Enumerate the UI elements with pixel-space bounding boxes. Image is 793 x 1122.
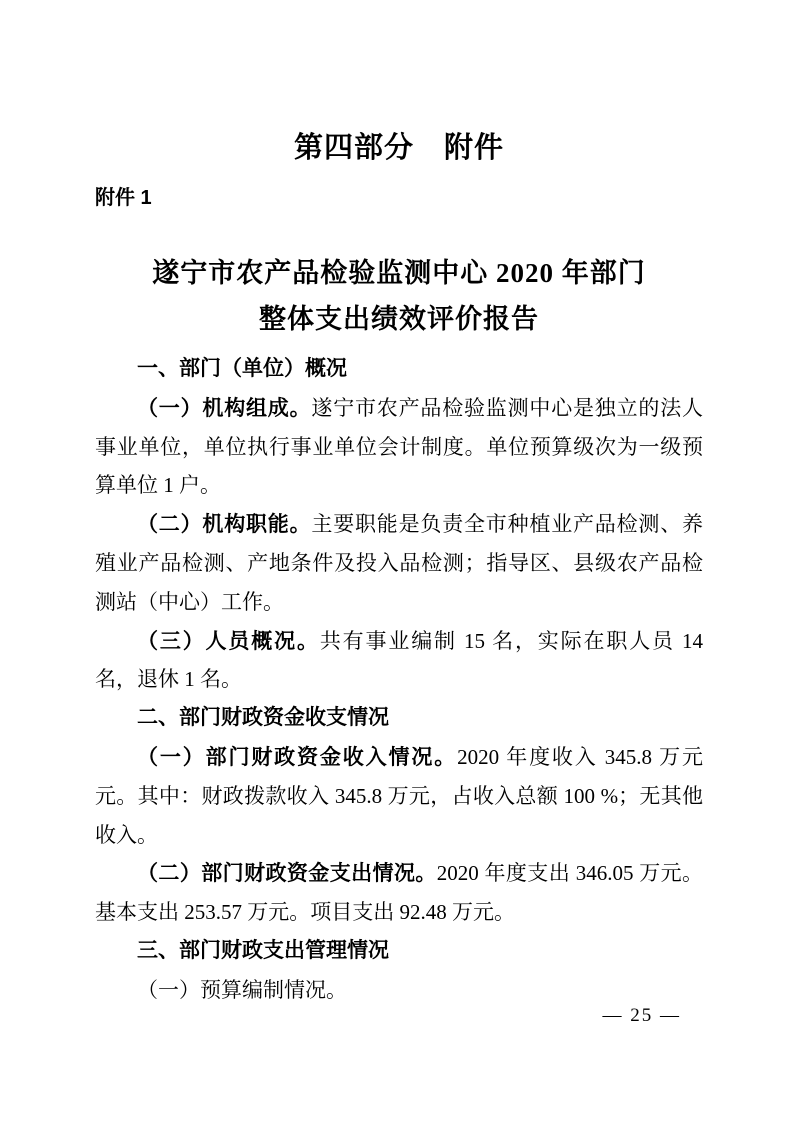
paragraph-text: 共有事业编制 15 名，实际在职人员 14 名，退休 1 名。 (95, 628, 704, 692)
paragraph-lead: （二）部门财政资金支出情况。 (137, 861, 437, 886)
part-heading: 第四部分 附件 (293, 132, 504, 164)
paragraph-text: 主要职能是负责全市种植业产品检测、养殖业产品检测、产地条件及投入品检测；指导区、县级农产品检测站（中心）工作。 (95, 512, 704, 614)
paragraph-text: （一）预算编制情况。 (137, 977, 347, 1002)
paragraph-lead: （一）部门财政资金收入情况。 (137, 744, 458, 769)
section-heading-3: 三、部门财政支出管理情况 (137, 938, 389, 962)
paragraph-personnel (95, 622, 703, 700)
paragraph-text: 2020 年度收入 345.8 万元元。其中：财政拨款收入 345.8 万元，占收入总额 100 %；无其他收入。 (95, 744, 704, 847)
section-heading-2: 二、部门财政资金收支情况 (137, 706, 389, 730)
paragraph-lead: （三）人员概况。 (137, 628, 320, 653)
paragraph-org-composition (95, 389, 703, 505)
report-body (95, 350, 703, 1010)
paragraph-expenditure (95, 854, 703, 932)
paragraph-text: 2020 年度支出 346.05 万元。基本支出 253.57 万元。项目支出 92.48 万元。 (95, 861, 704, 925)
report-title-line2: 整体支出绩效评价报告 (259, 304, 539, 334)
paragraph-text: 遂宁市农产品检验监测中心是独立的法人事业单位，单位执行事业单位会计制度。单位预算级次为一级预算单位 1 户。 (95, 395, 704, 498)
page-number: — 25 — (602, 1005, 681, 1026)
section-heading-1: 一、部门（单位）概况 (137, 357, 347, 380)
paragraph-lead: （二）机构职能。 (137, 512, 312, 537)
document-content (95, 0, 703, 1010)
report-title (95, 250, 703, 342)
paragraph-revenue (95, 738, 703, 854)
attachment-label: 附件 1 (95, 187, 152, 209)
paragraph-org-functions (95, 505, 703, 621)
paragraph-lead: （一）机构组成。 (137, 395, 312, 420)
report-title-line1: 遂宁市农产品检验监测中心 2020 年部门 (152, 258, 646, 288)
